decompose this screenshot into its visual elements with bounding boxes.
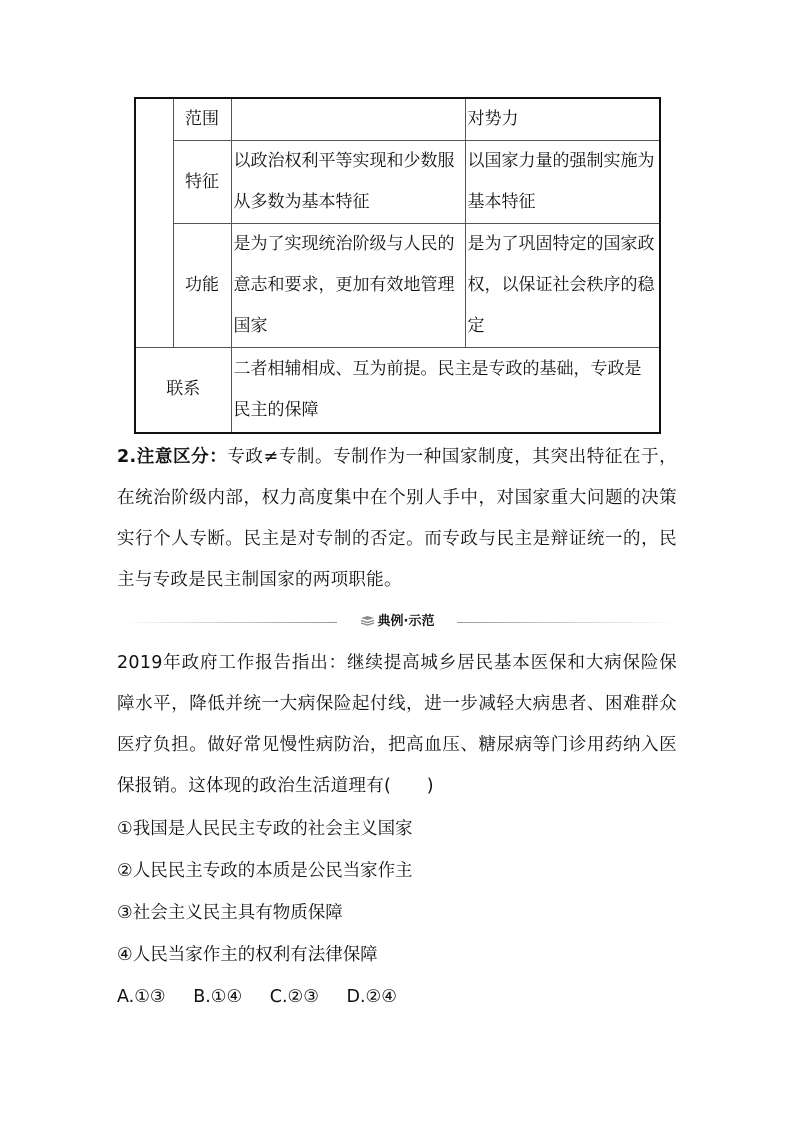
question-stem: 2019年政府工作报告指出：继续提高城乡居民基本医保和大病保险保障水平，降低并统一大病保险起付线，进一步减轻大病患者、困难群众医疗负担。做好常见慢性病防治，把高血压、糖尿病等门诊用药纳入医保报销。这体现的政治生活道理有( )	[117, 653, 677, 796]
statement-item: ③社会主义民主具有物质保障	[117, 903, 343, 923]
table-cell-dictatorship: 以国家力量的强制实施为基本特征	[465, 141, 660, 224]
table-cell-relation-label: 联系	[135, 348, 231, 433]
answer-choices	[117, 977, 419, 1018]
table-row	[135, 98, 660, 141]
table-cell-category: 功能	[173, 224, 231, 348]
table-cell-category: 范围	[173, 98, 231, 141]
table-row	[135, 224, 660, 348]
note-label: 2.注意区分：	[117, 447, 228, 467]
table-cell-dictatorship: 是为了巩固特定的国家政权，以保证社会秩序的稳定	[465, 224, 660, 348]
choice-b: B.①④	[193, 987, 243, 1007]
choice-d: D.②④	[346, 987, 397, 1007]
table-cell-blank	[135, 98, 173, 348]
table-cell-democracy: 以政治权利平等实现和少数服从多数为基本特征	[231, 141, 465, 224]
comparison-table	[134, 97, 661, 434]
table-cell-dictatorship: 对势力	[465, 98, 660, 141]
section-heading	[117, 612, 677, 632]
table-row	[135, 141, 660, 224]
choice-a: A.①③	[117, 987, 166, 1007]
choice-c: C.②③	[269, 987, 319, 1007]
table-cell-relation-text: 二者相辅相成、互为前提。民主是专政的基础，专政是民主的保障	[231, 348, 660, 433]
book-icon	[360, 615, 375, 627]
section-banner	[117, 612, 677, 632]
note-paragraph	[117, 437, 677, 601]
table-row	[135, 348, 660, 433]
statement-item: ②人民民主专政的本质是公民当家作主	[117, 861, 413, 881]
table-cell-democracy: 是为了实现统治阶级与人民的意志和要求，更加有效地管理国家	[231, 224, 465, 348]
statement-item: ④人民当家作主的权利有法律保障	[117, 945, 378, 965]
note-text: 专政≠专制。专制作为一种国家制度，其突出特征在于，在统治阶级内部，权力高度集中在个别人手中，对国家重大问题的决策实行个人专断。民主是对专制的否定。而专政与民主是辩证统一的，民主与专政是民主制国家的两项职能。	[117, 447, 677, 590]
table-cell-democracy	[231, 98, 465, 141]
section-heading-text: 典例·示范	[377, 614, 435, 629]
table-cell-category: 特征	[173, 141, 231, 224]
statement-item: ①我国是人民民主专政的社会主义国家	[117, 819, 413, 839]
